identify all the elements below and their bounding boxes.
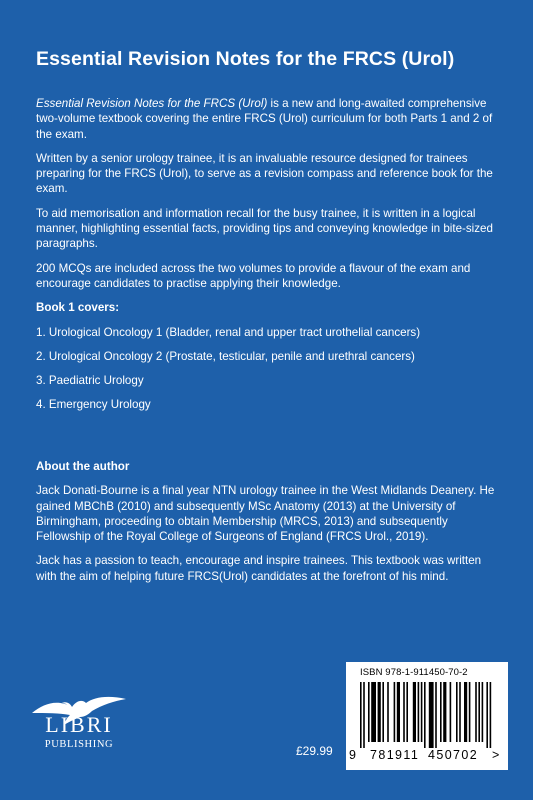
- covers-item: 2. Urological Oncology 2 (Prostate, testicular, penile and urethral cancers): [36, 349, 415, 363]
- barcode-arrow: >: [492, 748, 500, 762]
- paragraph-written-by: Written by a senior urology trainee, it is an invaluable resource designed for trainees preparing for the FRCS (Urol), to serve as a revision compass and reference book for the exam.: [36, 151, 493, 196]
- barcode-digits: [346, 748, 508, 766]
- intro-italic-title: Essential Revision Notes for the FRCS (Urol): [36, 97, 268, 110]
- book-covers-heading: Book 1 covers:: [36, 301, 120, 315]
- isbn-label: ISBN 978-1-911450-70-2: [360, 667, 468, 678]
- about-paragraph: Jack Donati-Bourne is a final year NTN urology trainee in the West Midlands Deanery. He gained MBChB (2010) and subsequently MSc Anatomy (2013) at the University of Birmingham, proceeding to obtain Membership (MRCS, 2013) and subsequently Fellowship of the Royal College of Surgeons of England (FRCS Urol., 2019).: [36, 484, 495, 544]
- barcode-right-digits: 450702: [428, 748, 479, 762]
- barcode-left-digits: 781911: [370, 748, 420, 762]
- barcode-bars: [354, 682, 500, 748]
- intro-text: is a new and long-awaited comprehensive two-volume textbook covering the entire FRCS (Urol) curriculum for both Parts 1 and 2 of the exam.: [36, 97, 493, 141]
- isbn-barcode: [346, 662, 508, 770]
- about-author: [36, 459, 504, 593]
- covers-item: 3. Paediatric Urology: [36, 374, 144, 388]
- covers-item: 1. Urological Oncology 1 (Bladder, renal and upper tract urothelial cancers): [36, 325, 421, 339]
- book-title: Essential Revision Notes for the FRCS (Urol): [36, 48, 455, 70]
- description: [36, 96, 504, 422]
- about-paragraph: Jack has a passion to teach, encourage and inspire trainees. This textbook was written with the aim of helping future FRCS(Urol) candidates at the forefront of his mind.: [36, 554, 482, 583]
- barcode-first-digit: 9: [349, 748, 356, 762]
- publisher-name: LIBRI: [45, 712, 113, 737]
- covers-item: 4. Emergency Urology: [36, 398, 151, 412]
- paragraph-mcqs: 200 MCQs are included across the two volumes to provide a flavour of the exam and encourage candidates to practise applying their knowledge.: [36, 261, 471, 290]
- publisher-sub: PUBLISHING: [44, 739, 114, 750]
- paragraph-memorisation: To aid memorisation and information recall for the busy trainee, it is written in a logical manner, highlighting essential facts, providing tips and conveying knowledge in bite-sized paragraphs.: [36, 206, 493, 251]
- about-heading: About the author: [36, 460, 130, 473]
- intro-paragraph: [36, 96, 504, 142]
- price: £29.99: [296, 744, 333, 758]
